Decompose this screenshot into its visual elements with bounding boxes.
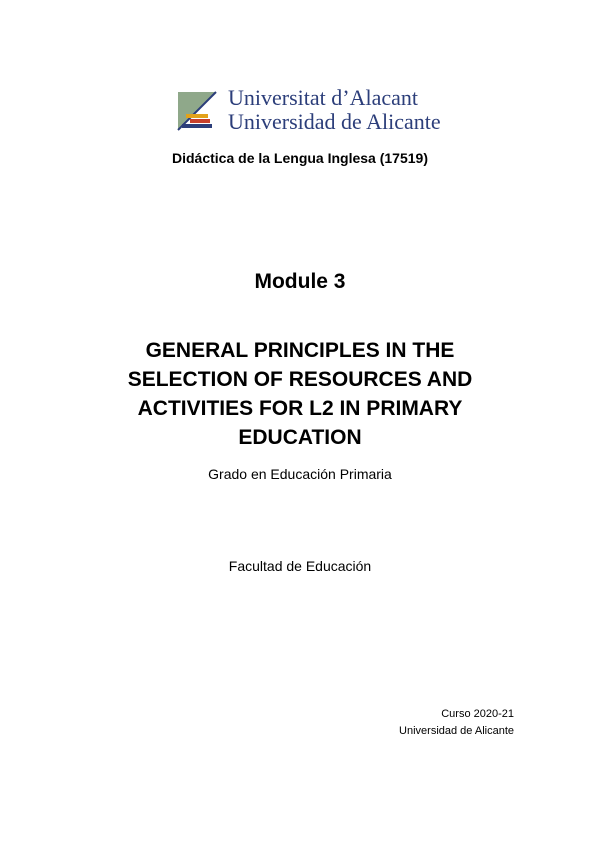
- degree-name: Grado en Educación Primaria: [208, 466, 392, 482]
- faculty-name: Facultad de Educación: [228, 558, 372, 574]
- university-logo: [176, 85, 441, 136]
- logo-line-spanish: Universidad de Alicante: [228, 109, 441, 134]
- logo-text: [228, 86, 441, 134]
- logo-line-valencian: Universitat d’Alacant: [228, 85, 418, 110]
- footer: [399, 706, 514, 740]
- module-label: Module 3: [254, 270, 346, 293]
- academic-year: Curso 2020-21: [441, 708, 514, 720]
- university-emblem-icon: [176, 90, 218, 132]
- course-name: Didáctica de la Lengua Inglesa (17519): [172, 150, 428, 166]
- footer-university: Universidad de Alicante: [399, 725, 514, 737]
- document-title: GENERAL PRINCIPLES IN THE SELECTION OF RESOURCES AND ACTIVITIES FOR L2 IN PRIMARY EDUCATION: [127, 339, 473, 449]
